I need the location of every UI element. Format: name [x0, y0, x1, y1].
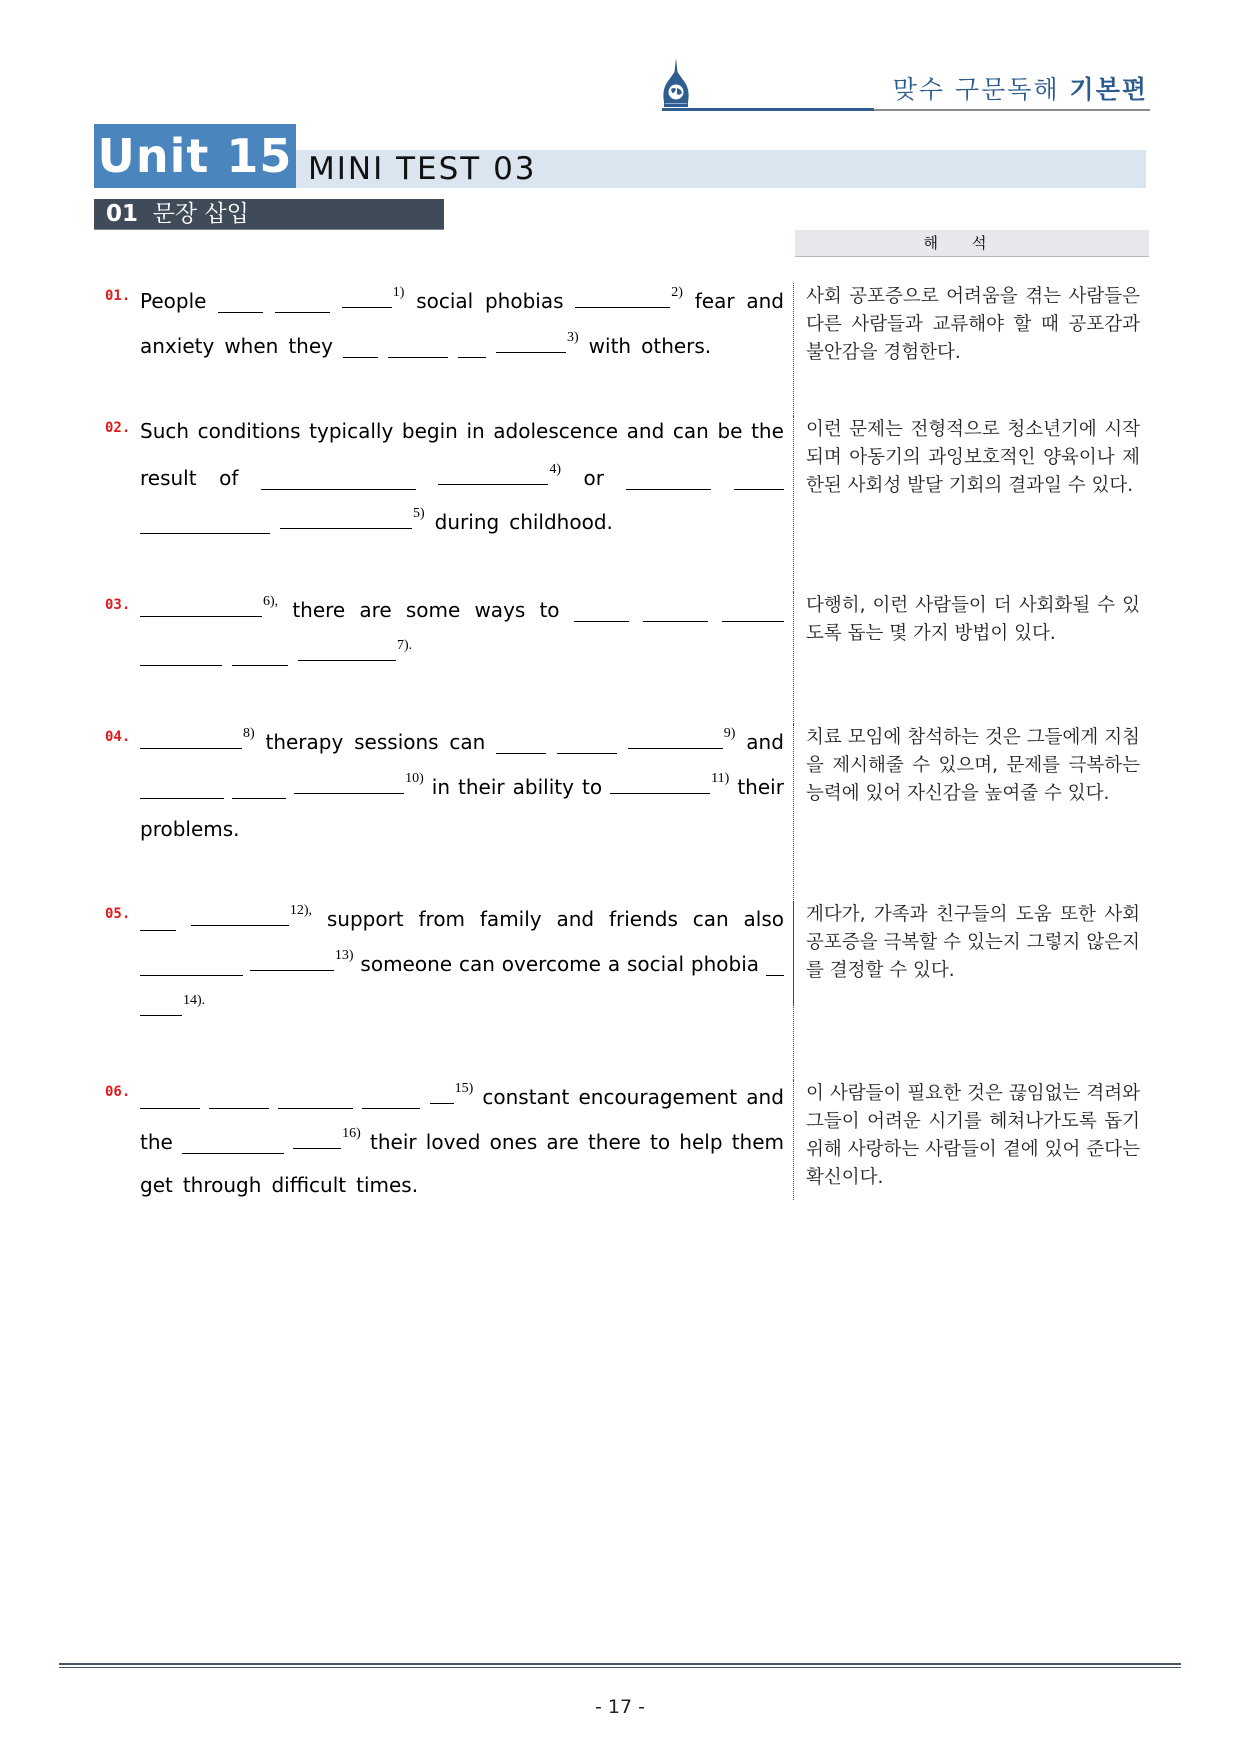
sentence-line	[140, 332, 784, 358]
word: to	[650, 1130, 671, 1154]
numbered-blank	[298, 640, 412, 666]
page-number: - 17 -	[595, 1696, 645, 1718]
question-number: 01.	[105, 288, 131, 304]
answer-blank[interactable]	[458, 337, 486, 358]
blank-index: 15)	[454, 1081, 474, 1096]
sentence-line	[140, 950, 784, 976]
word: others.	[641, 334, 712, 358]
word: to	[539, 598, 560, 622]
answer-blank[interactable]	[140, 728, 242, 749]
sentence-line	[140, 905, 784, 931]
word: can	[458, 952, 495, 976]
word: problems.	[140, 817, 240, 841]
word: or	[583, 465, 604, 490]
numbered-blank	[496, 332, 579, 358]
sentence-line	[140, 817, 784, 841]
section-heading: 01 문장 삽입	[94, 199, 444, 229]
word: their	[370, 1130, 417, 1154]
blank-index: 16)	[342, 1126, 361, 1141]
answer-blank[interactable]	[140, 513, 270, 534]
word: typically	[309, 419, 394, 443]
word: constant	[482, 1085, 570, 1109]
word: loved	[425, 1130, 481, 1154]
section-underline	[94, 229, 444, 230]
answer-blank[interactable]	[278, 1088, 353, 1109]
answer-blank[interactable]	[218, 292, 263, 313]
word: ways	[474, 598, 526, 622]
word: and	[556, 907, 595, 931]
word: them	[731, 1130, 784, 1154]
answer-blank[interactable]	[496, 332, 566, 353]
answer-blank[interactable]	[140, 778, 224, 799]
word: social	[626, 952, 685, 976]
word: be	[717, 419, 743, 443]
answer-blank[interactable]	[628, 728, 723, 749]
sentence-line	[140, 508, 784, 534]
translation-text: 이런 문제는 전형적으로 청소년기에 시작되며 아동기의 과잉보호적인 양육이나 제한된 사회성 발달 기회의 결과일 수 있다.	[806, 419, 1140, 496]
word: help	[679, 1130, 723, 1154]
word: encouragement	[578, 1085, 738, 1109]
answer-blank[interactable]	[275, 292, 330, 313]
word: are	[546, 1130, 579, 1154]
translation-text: 이 사람들이 필요한 것은 끊임없는 격려와 그들이 어려운 시기를 헤쳐나가도록 돕기 위해 사랑하는 사람들이 곁에 있어 준다는 확신이다.	[806, 1083, 1140, 1188]
answer-blank[interactable]	[610, 773, 710, 794]
answer-blank[interactable]	[209, 1088, 269, 1109]
answer-blank[interactable]	[294, 773, 404, 794]
answer-blank[interactable]	[191, 905, 289, 926]
answer-blank[interactable]	[182, 1133, 284, 1154]
word: in	[431, 774, 450, 799]
answer-blank[interactable]	[766, 955, 784, 976]
answer-blank[interactable]	[557, 733, 617, 754]
translation-header: 해석	[795, 230, 1149, 257]
answer-blank[interactable]	[140, 910, 176, 931]
answer-blank[interactable]	[140, 645, 222, 666]
sentence-line	[140, 419, 784, 443]
numbered-blank	[628, 728, 736, 754]
question-number: 02.	[105, 420, 131, 436]
word: conditions	[197, 419, 301, 443]
word: from	[418, 907, 466, 931]
question-number: 03.	[105, 597, 131, 613]
blank-index: 14).	[183, 993, 206, 1008]
numbered-blank	[280, 508, 425, 534]
word: People	[140, 289, 207, 313]
blank-index: 13)	[334, 948, 354, 963]
word: and	[626, 419, 665, 443]
numbered-blank	[140, 995, 205, 1021]
word: childhood.	[509, 510, 613, 534]
answer-blank[interactable]	[643, 601, 708, 622]
word: a	[607, 952, 621, 976]
answer-blank[interactable]	[140, 596, 262, 617]
question-number: 06.	[105, 1084, 131, 1100]
fountain-pen-globe-icon	[662, 58, 690, 110]
blank-index: 7).	[397, 638, 413, 653]
word: Such	[140, 419, 190, 443]
word: and	[746, 730, 784, 754]
word: social	[416, 289, 474, 313]
word: family	[479, 907, 542, 931]
word: also	[743, 907, 784, 931]
word: phobia	[690, 952, 760, 976]
blank-index: 1)	[392, 285, 405, 300]
answer-blank[interactable]	[140, 955, 243, 976]
answer-blank[interactable]	[575, 287, 670, 308]
footer-rule	[59, 1663, 1181, 1665]
question-number: 05.	[105, 906, 131, 922]
answer-blank[interactable]	[438, 464, 548, 485]
blank-index: 12),	[289, 903, 313, 918]
sentence-line	[140, 640, 784, 666]
word: their	[458, 774, 505, 799]
word: during	[434, 510, 500, 534]
blank-index: 8)	[243, 726, 255, 741]
sentence-line	[140, 596, 784, 622]
word: the	[140, 1130, 173, 1154]
numbered-blank	[294, 770, 424, 799]
word: they	[288, 334, 333, 358]
answer-blank[interactable]	[388, 337, 448, 358]
word: their	[737, 774, 784, 799]
word: the	[751, 419, 784, 443]
word: when	[224, 334, 279, 358]
word: anxiety	[140, 334, 215, 358]
answer-blank[interactable]	[574, 601, 629, 622]
translation-text: 게다가, 가족과 친구들의 도움 또한 사회 공포증을 극복할 수 있는지 그렇지 않은지를 결정할 수 있다.	[806, 904, 1140, 981]
word: times.	[356, 1173, 419, 1197]
answer-blank[interactable]	[734, 469, 784, 490]
sentence-line	[140, 1173, 784, 1197]
answer-blank[interactable]	[362, 1088, 420, 1109]
word: of	[219, 465, 239, 490]
blank-index: 9)	[723, 726, 736, 741]
sentence-line	[140, 1128, 784, 1154]
word: through	[182, 1173, 262, 1197]
word: therapy	[265, 730, 344, 754]
answer-blank[interactable]	[140, 1088, 200, 1109]
numbered-blank	[140, 596, 278, 622]
sentence-line	[140, 461, 784, 490]
word: there	[292, 598, 346, 622]
numbered-blank	[610, 770, 730, 799]
word: someone	[360, 952, 453, 976]
answer-blank[interactable]	[298, 640, 396, 661]
sentence-line	[140, 995, 784, 1021]
unit-label: Unit 15	[94, 124, 296, 188]
answer-blank[interactable]	[232, 645, 288, 666]
word: are	[359, 598, 392, 622]
blank-index: 3)	[567, 330, 579, 345]
word: and	[746, 289, 784, 313]
header-rule-blue	[662, 108, 874, 111]
answer-blank[interactable]	[430, 1083, 454, 1104]
word: in	[466, 419, 485, 443]
word: overcome	[501, 952, 601, 976]
answer-blank[interactable]	[250, 950, 334, 971]
translation-text: 치료 모임에 참석하는 것은 그들에게 지침을 제시해줄 수 있으며, 문제를 극복하는 능력에 있어 자신감을 높여줄 수 있다.	[806, 727, 1140, 804]
numbered-blank	[250, 950, 354, 976]
word: some	[405, 598, 461, 622]
answer-blank[interactable]	[496, 733, 546, 754]
word: fear	[694, 289, 735, 313]
word: ones	[489, 1130, 538, 1154]
numbered-blank	[430, 1083, 474, 1109]
numbered-blank	[575, 287, 683, 313]
word: can	[692, 907, 729, 931]
answer-blank[interactable]	[140, 995, 182, 1016]
word: to	[582, 774, 603, 799]
word: result	[140, 465, 197, 490]
blank-index: 4)	[549, 461, 561, 477]
word: adolescence	[493, 419, 619, 443]
answer-blank[interactable]	[293, 1128, 341, 1149]
translation-text: 사회 공포증으로 어려움을 겪는 사람들은 다른 사람들과 교류해야 할 때 공포감과 불안감을 경험한다.	[806, 286, 1140, 363]
word: can	[449, 730, 486, 754]
answer-blank[interactable]	[722, 601, 784, 622]
answer-blank[interactable]	[342, 287, 392, 308]
blank-index: 10)	[405, 770, 424, 786]
numbered-blank	[191, 905, 312, 931]
translation-text: 다행히, 이런 사람들이 더 사회화될 수 있도록 돕는 몇 가지 방법이 있다.	[806, 595, 1140, 644]
word: with	[588, 334, 632, 358]
word: and	[746, 1085, 784, 1109]
blank-index: 2)	[671, 285, 683, 300]
word: friends	[608, 907, 678, 931]
answer-blank[interactable]	[261, 469, 416, 490]
word: there	[587, 1130, 641, 1154]
sentence-line	[140, 287, 784, 313]
word: support	[326, 907, 404, 931]
blank-index: 5)	[413, 506, 425, 521]
footer-rule-thin	[59, 1667, 1181, 1668]
sentence-line	[140, 728, 784, 754]
answer-blank[interactable]	[626, 469, 711, 490]
question-number: 04.	[105, 729, 131, 745]
word: ability	[512, 774, 574, 799]
blank-index: 11)	[711, 770, 730, 786]
numbered-blank	[140, 728, 255, 754]
answer-blank[interactable]	[343, 337, 378, 358]
word: sessions	[354, 730, 439, 754]
header-rule-gray	[874, 109, 1150, 111]
word: phobias	[484, 289, 564, 313]
test-title: MINI TEST 03	[308, 151, 537, 187]
numbered-blank	[438, 461, 561, 490]
sentence-line	[140, 770, 784, 799]
word: can	[672, 419, 709, 443]
sentence-line	[140, 1083, 784, 1109]
answer-blank[interactable]	[280, 508, 412, 529]
column-divider-full	[793, 283, 794, 1200]
blank-index: 6),	[263, 594, 279, 609]
word: get	[140, 1173, 173, 1197]
book-title: 맞수 구문독해 기본편	[892, 75, 1148, 104]
numbered-blank	[342, 287, 405, 313]
word: difficult	[271, 1173, 347, 1197]
word: begin	[401, 419, 458, 443]
numbered-blank	[293, 1128, 361, 1154]
answer-blank[interactable]	[232, 778, 286, 799]
